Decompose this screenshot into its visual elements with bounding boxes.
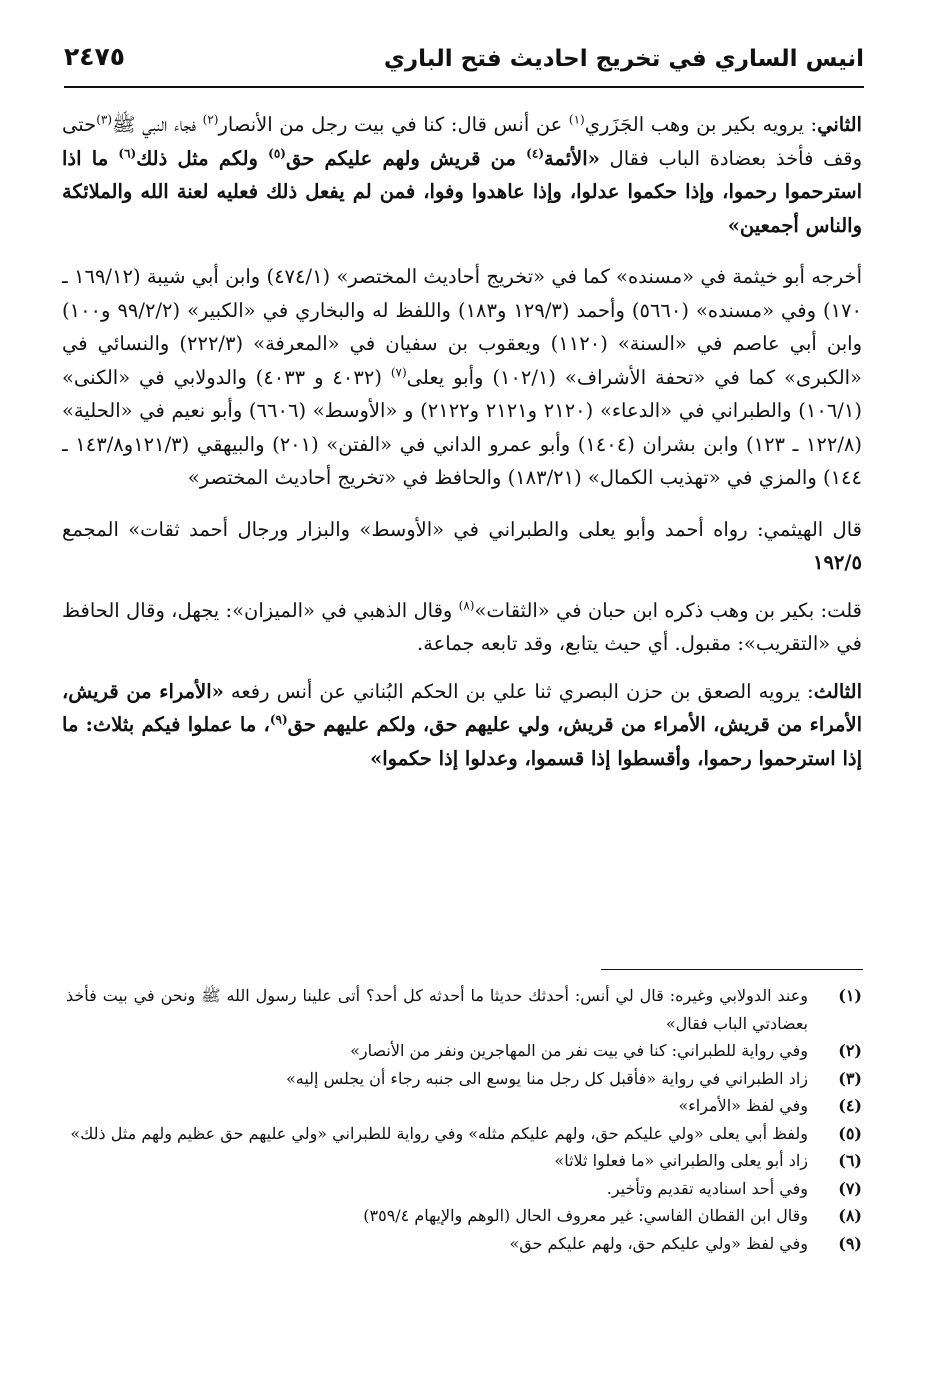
- text-run: (٤٠٣٢ و ٤٠٣٣) والدولابي في «الكنى» (١٠٦/١) والطبراني في «الدعاء» (٢١٢٠ و٢١٢١ و٢١٢٢) و «الأوسط» (٦٦٠٦) وأبو نعيم في «الحلية» (١٢٢/٨ ـ ١٢٣) وابن بشران (١٤٠٤) وأبو عمرو الداني في «الفتن» (٢٠١) والبيهقي (١٢١/٣و١٤٣/٨ ـ ١٤٤) والمزي في «تهذيب الكمال» (١٨٣/٢١) والحافظ في «تخريج أحاديث المختصر»: [62, 365, 862, 489]
- section-lead: الثالث: [813, 679, 863, 703]
- text-run: : يرويه الصعق بن حزن البصري ثنا علي بن الحكم البُناني عن أنس رفعه: [223, 679, 814, 703]
- reference-number: ١٩٢/٥: [812, 551, 862, 574]
- footnote-text: وفي لفظ «الأمراء»: [678, 1096, 808, 1115]
- footnote-text: وعند الدولابي وغيره: قال لي أنس: أحدثك حديثا ما أحدثه كل أحد؟ أتى علينا رسول الله ﷺ ونحن في بيت فأخذ بعضادتي الباب فقال»: [66, 986, 808, 1033]
- book-title: انيس الساري في تخريج احاديث فتح الباري: [383, 46, 864, 72]
- footnote-number: (٧): [838, 1178, 862, 1198]
- hadith-text: ولكم مثل ذلك: [136, 146, 269, 170]
- footnote-item: [66, 1230, 866, 1258]
- header-rule: [64, 86, 864, 88]
- footnote-number: (٨): [838, 1206, 862, 1225]
- footnote-item: [66, 982, 866, 1037]
- page-number: ٢٤٧٥: [64, 42, 126, 71]
- footnotes-list: [66, 982, 866, 1257]
- text-run: فجاء النبي ﷺ: [112, 113, 203, 136]
- footnote-ref[interactable]: (٢): [202, 112, 219, 127]
- paragraph-third-narration: [62, 675, 862, 776]
- footnote-item: [66, 1147, 866, 1175]
- footnote-ref[interactable]: (٥): [268, 146, 286, 160]
- footnote-item: [66, 1037, 866, 1065]
- hadith-text: من قريش ولهم عليكم حق: [285, 146, 527, 170]
- paragraph-takhrij: [62, 260, 862, 495]
- section-lead: الثاني: [817, 113, 862, 136]
- footnote-text: وفي رواية للطبراني: كنا في بيت نفر من المهاجرين ونفر من الأنصار»: [350, 1041, 808, 1060]
- footnote-ref[interactable]: (٦): [118, 146, 137, 160]
- text-run: وقال الذهبي في «الميزان»: يجهل، وقال الحافظ في «التقريب»: مقبول. أي حيث يتابع، وقد تابعه جماعة.: [62, 598, 862, 655]
- hadith-text: ، ما عملوا فيكم بثلاث: ما إذا استرحموا رحموا، وأقسطوا إذا قسموا، وعدلوا إذا حكموا»: [62, 713, 862, 770]
- footnote-text: زاد أبو يعلى والطبراني «ما فعلوا ثلاثا»: [554, 1151, 808, 1170]
- footnote-ref[interactable]: (٨): [458, 598, 475, 612]
- footnote-ref[interactable]: (٩): [269, 712, 288, 727]
- running-header: [64, 38, 864, 88]
- footnote-number: (٥): [838, 1123, 862, 1143]
- footnote-item: [66, 1175, 866, 1203]
- footnote-number: (١): [838, 986, 862, 1005]
- footnote-text: وفي لفظ «ولي عليكم حق، ولهم عليكم حق»: [509, 1233, 808, 1253]
- footnote-text: وقال ابن القطان الفاسي: غير معروف الحال (الوهم والإيهام ٣٥٩/٤): [363, 1206, 808, 1225]
- footnote-item: [66, 1202, 866, 1230]
- main-text: [62, 108, 862, 793]
- hadith-text: ما اذا استرحموا رحموا، وإذا حكموا عدلوا، وإذا عاهدوا وفوا، فمن لم يفعل ذلك فعليه لعنة الله والملائكة والناس أجمعين»: [62, 146, 862, 237]
- text-run: قلت: بكير بن وهب ذكره ابن حبان في «الثقات»: [474, 598, 863, 622]
- footnote-ref[interactable]: (٣): [96, 112, 113, 127]
- footnote-item: [66, 1120, 866, 1148]
- text-run: قال الهيثمي: رواه أحمد وأبو يعلى والطبراني في «الأوسط» والبزار ورجال أحمد ثقات» المجمع: [62, 517, 862, 541]
- text-run: حتى وقف فأخذ بعضادة الباب فقال: [62, 113, 862, 170]
- footnote-number: (٩): [838, 1233, 862, 1253]
- hadith-text: «الأئمة: [544, 146, 600, 170]
- paragraph-second-narration: [62, 108, 862, 242]
- footnote-number: (٣): [838, 1068, 862, 1088]
- paragraph-haythami: [62, 513, 862, 580]
- footnote-item: [66, 1092, 866, 1120]
- hadith-text: «الأمراء من قريش، الأمراء من قريش، الأمراء من قريش، ولي عليهم حق، ولكم عليهم حق: [62, 679, 862, 736]
- text-run: : يرويه بكير بن وهب الجَزَري: [584, 113, 818, 136]
- footnote-ref[interactable]: (٤): [526, 146, 544, 160]
- footnote-number: (٢): [838, 1041, 862, 1060]
- text-run: أخرجه أبو خيثمة في «مسنده» كما في «تخريج أحاديث المختصر» (٤٧٤/١) وابن أبي شيبة (١٦٩/١٢ ـ ١٧٠) وفي «مسنده» (٥٦٦٠) وأحمد (١٢٩/٣ و١٨٣) واللفظ له والبخاري في «الكبير» (٩٩/٢/٢ و١٠٠) وابن أبي عاصم في «السنة» (١١٢٠) ويعقوب بن سفيان في «المعرفة» (٢٢٢/٣) والنسائي في «الكبرى» كما في «تحفة الأشراف» (١٠٢/١) وأبو يعلى: [62, 265, 862, 389]
- footnote-number: (٦): [838, 1151, 862, 1170]
- text-run: عن أنس قال: كنا في بيت رجل من الأنصار: [218, 113, 569, 136]
- footnote-text: ولفظ أبي يعلى «ولي عليكم حق، ولهم عليكم مثله» وفي رواية للطبراني «ولي عليهم حق عظيم ولهم مثل ذلك»: [70, 1123, 808, 1143]
- footnote-separator: [601, 969, 863, 970]
- paragraph-comment: [62, 594, 862, 661]
- footnote-text: وفي أحد اسناديه تقديم وتأخير.: [606, 1178, 808, 1198]
- footnote-ref[interactable]: (٧): [390, 365, 407, 379]
- footnote-number: (٤): [838, 1096, 862, 1115]
- footnote-text: زاد الطبراني في رواية «فأقبل كل رجل منا يوسع الى جنبه رجاء أن يجلس إليه»: [285, 1068, 808, 1088]
- footnote-item: [66, 1065, 866, 1093]
- footnote-ref[interactable]: (١): [568, 112, 585, 127]
